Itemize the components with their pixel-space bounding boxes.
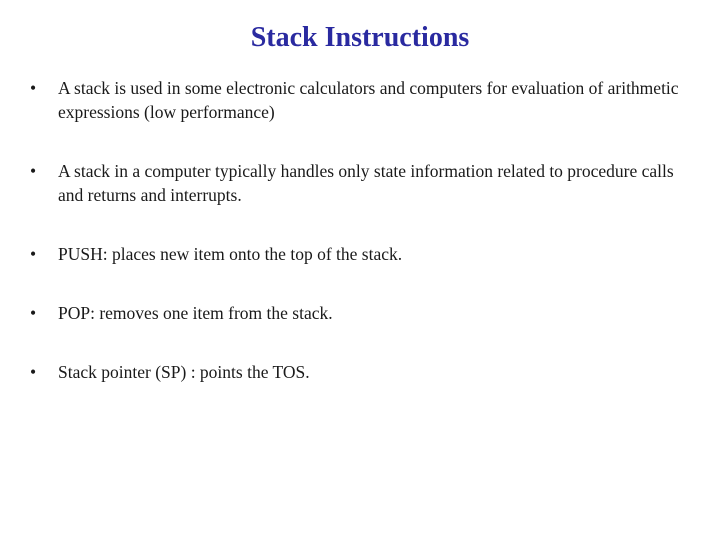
bullet-list xyxy=(30,76,690,419)
bullet-text: A stack is used in some electronic calculators and computers for evaluation of arithmetic expressions (low performance) xyxy=(58,78,679,122)
bullet-icon: • xyxy=(30,303,37,323)
bullet-item-push xyxy=(30,242,690,266)
bullet-text: A stack in a computer typically handles only state information related to procedure calls and returns and interrupts. xyxy=(58,161,674,205)
bullet-icon: • xyxy=(30,161,37,181)
bullet-icon: • xyxy=(30,244,37,264)
slide-title: Stack Instructions xyxy=(250,22,470,53)
bullet-text: PUSH: places new item onto the top of the stack. xyxy=(58,244,403,264)
bullet-item-stack-pointer xyxy=(30,360,690,384)
bullet-text: Stack pointer (SP) : points the TOS. xyxy=(58,362,310,382)
bullet-text: POP: removes one item from the stack. xyxy=(58,303,333,323)
bullet-item-stack-usage xyxy=(30,76,690,124)
bullet-item-stack-state xyxy=(30,159,690,207)
bullet-icon: • xyxy=(30,362,37,382)
bullet-icon: • xyxy=(30,78,37,98)
bullet-item-pop xyxy=(30,301,690,325)
